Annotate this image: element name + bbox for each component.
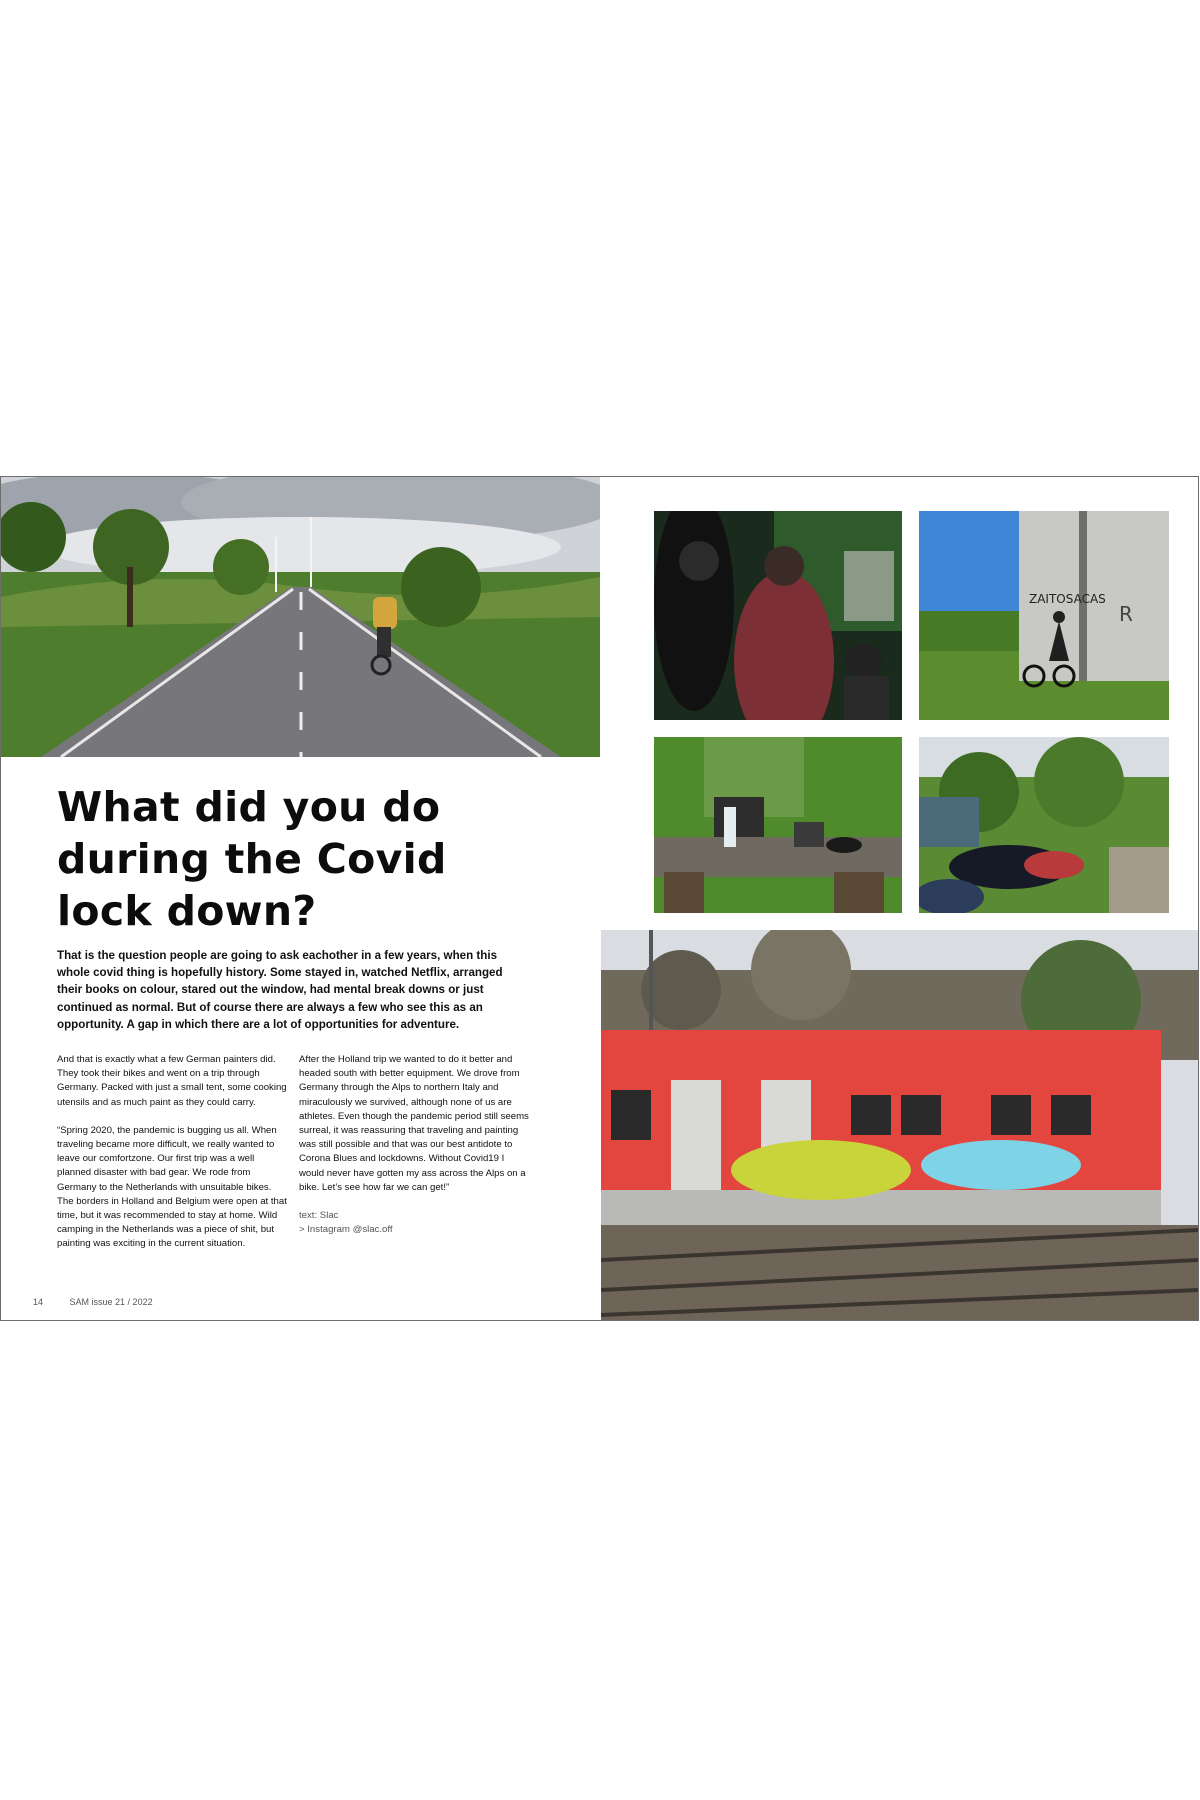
sleeping-bag-photo [919, 737, 1169, 913]
svg-text:ZAITOSACAS: ZAITOSACAS [1029, 592, 1106, 606]
credit-text: text: Slac [299, 1210, 339, 1222]
article-title [57, 781, 577, 937]
magazine-spread [0, 476, 1199, 1321]
road-cyclist-photo [1, 477, 600, 757]
issue-label: SAM issue 21 / 2022 [69, 1297, 153, 1307]
svg-text:R: R [1119, 602, 1133, 626]
camp-cooking-photo [654, 737, 902, 913]
article-column-2 [299, 1053, 529, 1237]
pillar-painting-photo [919, 511, 1169, 720]
painters-night-photo [654, 511, 902, 720]
paragraph: After the Holland trip we wanted to do it better and headed south with better equipment. We drove from Germany through the Alps to northern Italy and miraculously we survived, although none of us are athletes. Even though the pandemic period still seems surreal, it was reassuring that traveling and painting was still possible and that was our best antidote to Corona Blues and lockdowns. Without Covid19 I would never have gotten my ass across the Alps on a bike. Let’s see how far we can get!” [299, 1054, 529, 1193]
page-footer [33, 1297, 177, 1307]
credit-instagram: > Instagram @slac.off [299, 1224, 393, 1236]
page-number: 14 [33, 1297, 44, 1307]
title-line: during the Covid [57, 835, 447, 883]
title-line: lock down? [57, 887, 317, 935]
title-line: What did you do [57, 783, 441, 831]
article-lead: That is the question people are going to ask eachother in a few years, when this whole covid thing is hopefully history. Some stayed in, watched Netflix, arranged their books on colour, stared out the window, had mental break downs or just continued as normal. But of course there are always a few who see this as an opportunity. A gap in which there are a lot of opportunities for adventure. [57, 949, 503, 1031]
graffiti-train-photo [601, 930, 1199, 1321]
article-column-1 [57, 1053, 287, 1266]
paragraph: “Spring 2020, the pandemic is bugging us all. When traveling became more difficult, we really wanted to leave our comfortzone. Our first trip was a well planned disaster with bad gear. We rode from Germany to the Netherlands with unsuitable bikes. The borders in Holland and Belgium were open at that time, but it was recommended to stay at home. Wild camping in the Netherlands was a piece of shit, but painting was exciting in the current situation. [57, 1124, 287, 1250]
article-credit [299, 1209, 529, 1237]
paragraph: And that is exactly what a few German painters did. They took their bikes and went on a trip through Germany. Packed with just a small tent, some cooking utensils and as much paint as they could carry. [57, 1054, 287, 1108]
